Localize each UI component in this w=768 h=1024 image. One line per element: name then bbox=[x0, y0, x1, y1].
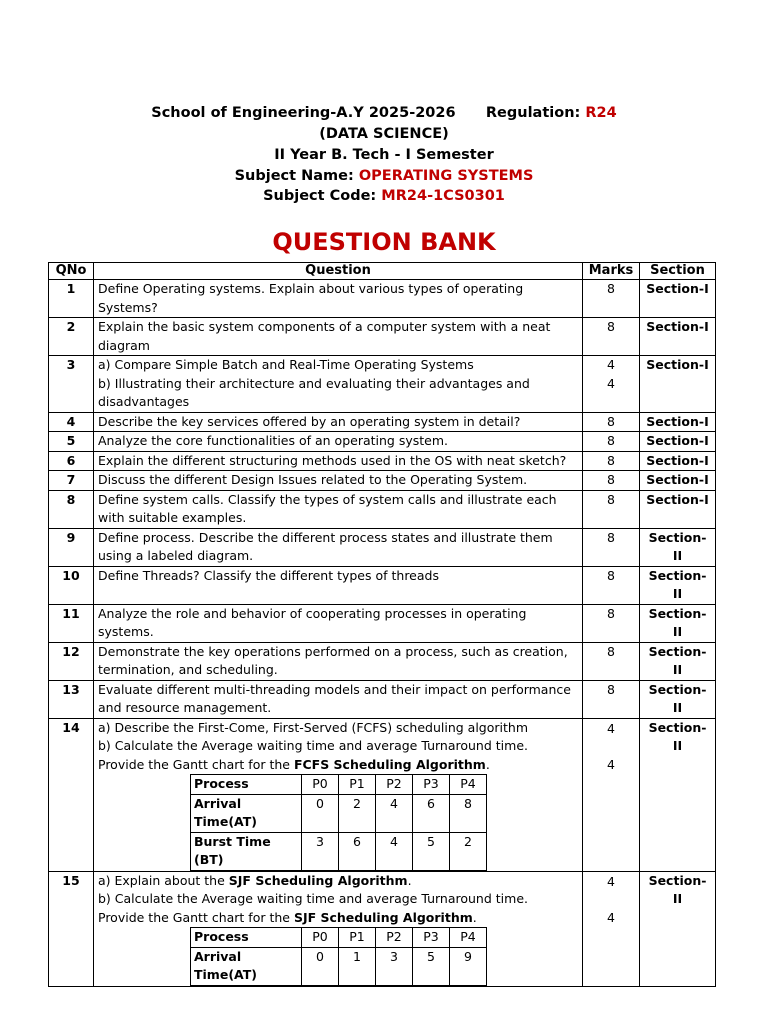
question-cell bbox=[94, 356, 583, 413]
arrival-value: 8 bbox=[450, 794, 487, 832]
marks-cell bbox=[583, 471, 640, 491]
table-row bbox=[49, 528, 716, 566]
process-id: P4 bbox=[450, 928, 487, 948]
question-cell bbox=[94, 718, 583, 871]
marks-cell bbox=[583, 490, 640, 528]
question-cell bbox=[94, 566, 583, 604]
question-line: Analyze the role and behavior of cooperating processes in operating systems. bbox=[98, 605, 527, 639]
burst-value: 4 bbox=[376, 832, 413, 870]
subject-name-label: Subject Name: bbox=[234, 168, 354, 184]
qno-cell: 7 bbox=[49, 471, 94, 491]
question-line: Define Threads? Classify the different types of threads bbox=[98, 567, 439, 583]
burst-row bbox=[191, 832, 487, 870]
qno-cell: 4 bbox=[49, 412, 94, 432]
table-header-row bbox=[49, 263, 716, 280]
table-row bbox=[49, 680, 716, 718]
table-row bbox=[49, 432, 716, 452]
table-row bbox=[49, 451, 716, 471]
question-cell bbox=[94, 432, 583, 452]
section-cell: Section-I bbox=[640, 471, 716, 491]
marks-value: 4 bbox=[607, 873, 615, 889]
question-line: Evaluate different multi-threading models and their impact on performance and resource management. bbox=[98, 681, 571, 715]
burst-label: Burst Time (BT) bbox=[191, 832, 302, 870]
question-rows bbox=[49, 280, 716, 987]
process-label: Process bbox=[191, 775, 302, 795]
marks-cell bbox=[583, 718, 640, 871]
qno-cell: 14 bbox=[49, 718, 94, 871]
page-title: QUESTION BANK bbox=[272, 228, 496, 256]
question-line bbox=[98, 872, 578, 891]
col-header-qno: QNo bbox=[49, 263, 94, 280]
qno-cell: 9 bbox=[49, 528, 94, 566]
section-cell: Section-I bbox=[640, 318, 716, 356]
section-cell: Section-I bbox=[640, 432, 716, 452]
marks-cell bbox=[583, 280, 640, 318]
question-cell bbox=[94, 490, 583, 528]
section-cell: Section-I bbox=[640, 412, 716, 432]
regulation-value: R24 bbox=[585, 105, 617, 121]
marks-cell bbox=[583, 432, 640, 452]
question-line: Define process. Describe the different process states and illustrate them using a labeled diagram. bbox=[98, 529, 553, 563]
arrival-label: Arrival Time(AT) bbox=[191, 794, 302, 832]
question-cell bbox=[94, 471, 583, 491]
question-line: Define system calls. Classify the types of system calls and illustrate each with suitable examples. bbox=[98, 491, 557, 525]
question-line: Explain the different structuring methods used in the OS with neat sketch? bbox=[98, 452, 567, 468]
col-header-question: Question bbox=[94, 263, 583, 280]
process-id: P3 bbox=[413, 928, 450, 948]
question-line: Describe the key services offered by an operating system in detail? bbox=[98, 413, 521, 429]
question-line: Analyze the core functionalities of an operating system. bbox=[98, 433, 448, 448]
table-row bbox=[49, 412, 716, 432]
section-cell: Section-II bbox=[640, 604, 716, 642]
arrival-row bbox=[191, 794, 487, 832]
qno-cell: 8 bbox=[49, 490, 94, 528]
process-id: P0 bbox=[302, 928, 339, 948]
section-cell: Section-I bbox=[640, 490, 716, 528]
section-cell: Section-I bbox=[640, 280, 716, 318]
question-table bbox=[48, 262, 716, 987]
question-line: Discuss the different Design Issues related to the Operating System. bbox=[98, 472, 528, 487]
department: (DATA SCIENCE) bbox=[319, 126, 449, 142]
arrival-row bbox=[191, 947, 487, 985]
school-name: School of Engineering-A.Y 2025-2026 bbox=[151, 105, 456, 121]
marks-cell bbox=[583, 604, 640, 642]
marks-value: 4 bbox=[607, 910, 615, 925]
question-line: a) Describe the First-Come, First-Served (FCFS) scheduling algorithm bbox=[98, 719, 528, 735]
section-cell: Section-II bbox=[640, 871, 716, 986]
arrival-value: 9 bbox=[450, 947, 487, 985]
subject-code-line bbox=[0, 188, 768, 204]
marks-cell bbox=[583, 451, 640, 471]
question-cell bbox=[94, 318, 583, 356]
table-row bbox=[49, 604, 716, 642]
question-line: b) Illustrating their architecture and evaluating their advantages and disadvantages bbox=[98, 375, 530, 409]
section-cell: Section-II bbox=[640, 718, 716, 871]
sjf-process-table bbox=[190, 927, 487, 986]
algorithm-name: FCFS Scheduling Algorithm bbox=[293, 756, 486, 772]
regulation-label: Regulation: bbox=[485, 105, 581, 121]
marks-cell bbox=[583, 412, 640, 432]
qno-cell: 12 bbox=[49, 642, 94, 680]
question-cell bbox=[94, 280, 583, 318]
question-text: . bbox=[407, 872, 412, 888]
qno-cell: 15 bbox=[49, 871, 94, 986]
arrival-label: Arrival Time(AT) bbox=[191, 947, 302, 985]
qno-cell: 10 bbox=[49, 566, 94, 604]
question-text: Provide the Gantt chart for the bbox=[98, 909, 294, 925]
marks-cell bbox=[583, 566, 640, 604]
marks-value: 8 bbox=[607, 319, 615, 334]
process-id: P1 bbox=[339, 775, 376, 795]
section-cell: Section-II bbox=[640, 680, 716, 718]
arrival-value: 0 bbox=[302, 947, 339, 985]
qno-cell: 3 bbox=[49, 356, 94, 413]
question-text: . bbox=[472, 909, 477, 925]
question-line: b) Calculate the Average waiting time and average Turnaround time. bbox=[98, 738, 528, 753]
marks-cell bbox=[583, 642, 640, 680]
question-line bbox=[98, 909, 578, 928]
table-row-q14 bbox=[49, 718, 716, 871]
question-line: Demonstrate the key operations performed on a process, such as creation, termination, and scheduling. bbox=[98, 643, 568, 677]
arrival-value: 3 bbox=[376, 947, 413, 985]
subject-code-value: MR24-1CS0301 bbox=[381, 188, 505, 204]
marks-value: 8 bbox=[607, 529, 615, 545]
question-line: Explain the basic system components of a computer system with a neat diagram bbox=[98, 319, 551, 353]
arrival-value: 2 bbox=[339, 794, 376, 832]
process-id: P2 bbox=[376, 928, 413, 948]
process-id: P1 bbox=[339, 928, 376, 948]
burst-value: 6 bbox=[339, 832, 376, 870]
algorithm-name: SJF Scheduling Algorithm bbox=[228, 872, 408, 888]
marks-value: 8 bbox=[607, 413, 615, 429]
question-cell bbox=[94, 642, 583, 680]
question-line: a) Compare Simple Batch and Real-Time Operating Systems bbox=[98, 357, 474, 372]
question-text: a) Explain about the bbox=[98, 872, 229, 888]
table-row bbox=[49, 490, 716, 528]
marks-value: 8 bbox=[607, 643, 615, 659]
marks-value: 8 bbox=[607, 491, 615, 507]
col-header-marks: Marks bbox=[583, 263, 640, 280]
process-id: P4 bbox=[450, 775, 487, 795]
table-row-q15 bbox=[49, 871, 716, 986]
marks-value: 8 bbox=[607, 567, 615, 583]
question-line bbox=[98, 756, 578, 775]
marks-value: 4 bbox=[607, 720, 615, 736]
table-row bbox=[49, 471, 716, 491]
question-text: Provide the Gantt chart for the bbox=[98, 756, 294, 772]
col-header-section: Section bbox=[640, 263, 716, 280]
marks-cell bbox=[583, 318, 640, 356]
question-line: Define Operating systems. Explain about various types of operating Systems? bbox=[98, 281, 524, 315]
question-cell bbox=[94, 412, 583, 432]
process-header-row bbox=[191, 775, 487, 795]
question-cell bbox=[94, 871, 583, 986]
table-row bbox=[49, 642, 716, 680]
marks-value: 4 bbox=[607, 757, 615, 772]
table-row bbox=[49, 566, 716, 604]
qno-cell: 11 bbox=[49, 604, 94, 642]
process-id: P0 bbox=[302, 775, 339, 795]
arrival-value: 4 bbox=[376, 794, 413, 832]
question-cell bbox=[94, 680, 583, 718]
marks-value: 8 bbox=[607, 281, 615, 296]
fcfs-process-table bbox=[190, 774, 487, 871]
marks-cell bbox=[583, 871, 640, 986]
marks-value: 8 bbox=[607, 433, 615, 448]
marks-value: 8 bbox=[607, 472, 615, 487]
qno-cell: 5 bbox=[49, 432, 94, 452]
question-line: b) Calculate the Average waiting time and average Turnaround time. bbox=[98, 891, 528, 906]
qno-cell: 6 bbox=[49, 451, 94, 471]
marks-value: 8 bbox=[607, 681, 615, 697]
burst-value: 3 bbox=[302, 832, 339, 870]
section-cell: Section-I bbox=[640, 356, 716, 413]
year-semester: II Year B. Tech - I Semester bbox=[274, 147, 494, 163]
burst-value: 2 bbox=[450, 832, 487, 870]
question-cell bbox=[94, 528, 583, 566]
marks-value: 8 bbox=[607, 452, 615, 468]
process-header-row bbox=[191, 928, 487, 948]
subject-code-label: Subject Code: bbox=[263, 188, 377, 204]
marks-cell bbox=[583, 680, 640, 718]
burst-value: 5 bbox=[413, 832, 450, 870]
arrival-value: 0 bbox=[302, 794, 339, 832]
algorithm-name: SJF Scheduling Algorithm bbox=[293, 909, 473, 925]
section-cell: Section-II bbox=[640, 566, 716, 604]
process-id: P2 bbox=[376, 775, 413, 795]
arrival-value: 6 bbox=[413, 794, 450, 832]
section-cell: Section-II bbox=[640, 528, 716, 566]
subject-name-line bbox=[0, 168, 768, 184]
header-school-line bbox=[0, 105, 768, 121]
table-row bbox=[49, 280, 716, 318]
table-row bbox=[49, 318, 716, 356]
subject-name-value: OPERATING SYSTEMS bbox=[358, 168, 534, 184]
marks-value: 8 bbox=[607, 605, 615, 621]
marks-value: 4 bbox=[607, 375, 615, 391]
marks-cell bbox=[583, 356, 640, 413]
process-label: Process bbox=[191, 928, 302, 948]
section-cell: Section-I bbox=[640, 451, 716, 471]
qno-cell: 1 bbox=[49, 280, 94, 318]
qno-cell: 13 bbox=[49, 680, 94, 718]
arrival-value: 1 bbox=[339, 947, 376, 985]
arrival-value: 5 bbox=[413, 947, 450, 985]
question-cell bbox=[94, 604, 583, 642]
process-id: P3 bbox=[413, 775, 450, 795]
marks-value: 4 bbox=[607, 357, 615, 372]
question-text: . bbox=[485, 756, 490, 772]
marks-cell bbox=[583, 528, 640, 566]
table-row bbox=[49, 356, 716, 413]
section-cell: Section-II bbox=[640, 642, 716, 680]
qno-cell: 2 bbox=[49, 318, 94, 356]
question-cell bbox=[94, 451, 583, 471]
